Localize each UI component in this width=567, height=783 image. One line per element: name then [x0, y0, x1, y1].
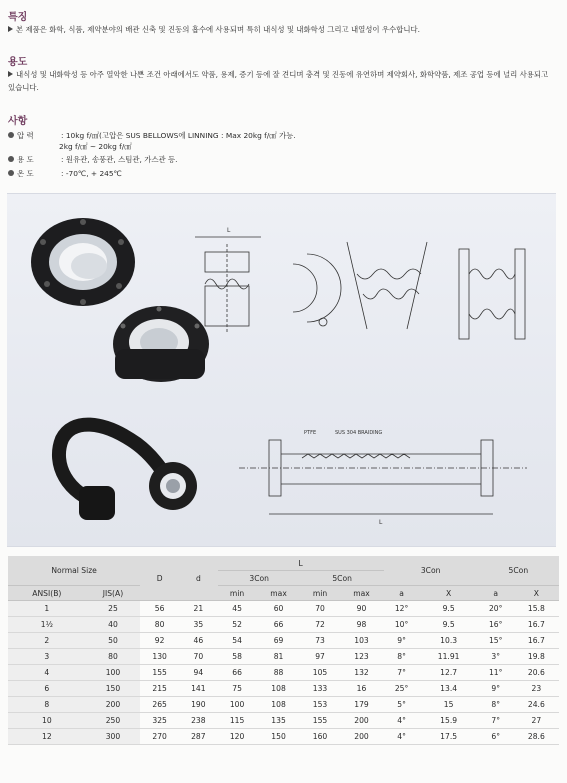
table-cell-x3: 15: [420, 697, 478, 713]
table-row: [8, 697, 559, 713]
table-cell-d: 141: [179, 681, 218, 697]
table-cell-max5: 179: [339, 697, 383, 713]
table-cell-d: 287: [179, 729, 218, 745]
table-cell-max3: 108: [256, 697, 300, 713]
table-cell-x5: 28.6: [514, 729, 559, 745]
table-cell-max3: 150: [256, 729, 300, 745]
table-cell-min5: 133: [301, 681, 340, 697]
header-max-3con: max: [256, 586, 300, 601]
table-cell-D: 92: [140, 633, 179, 649]
triangle-bullet-icon: [8, 71, 13, 77]
table-cell-d: 238: [179, 713, 218, 729]
table-cell-min3: 54: [218, 633, 257, 649]
table-cell-max3: 69: [256, 633, 300, 649]
table-cell-jis: 40: [86, 617, 141, 633]
header-D: D: [140, 556, 179, 601]
ptfe-bellows-large-image: [31, 218, 135, 306]
table-cell-max5: 16: [339, 681, 383, 697]
table-cell-d: 94: [179, 665, 218, 681]
table-cell-a5: 15°: [478, 633, 514, 649]
table-row: [8, 713, 559, 729]
table-cell-x5: 15.8: [514, 601, 559, 617]
table-cell-jis: 80: [86, 649, 141, 665]
normal-size-header: Normal Size: [8, 556, 140, 586]
product-photo-panel: [7, 193, 556, 547]
table-cell-x3: 13.4: [420, 681, 478, 697]
header-max-5con: max: [339, 586, 383, 601]
table-cell-d: 35: [179, 617, 218, 633]
table-cell-a3: 7°: [384, 665, 420, 681]
table-cell-D: 265: [140, 697, 179, 713]
header-L-3con: 3Con: [218, 571, 301, 586]
table-cell-ansi: 1: [8, 601, 86, 617]
table-cell-x3: 17.5: [420, 729, 478, 745]
table-cell-a3: 5°: [384, 697, 420, 713]
table-cell-x5: 23: [514, 681, 559, 697]
table-cell-min5: 72: [301, 617, 340, 633]
ptfe-label: PTFE: [304, 430, 317, 436]
table-cell-D: 155: [140, 665, 179, 681]
table-cell-max3: 135: [256, 713, 300, 729]
table-cell-ansi: 2: [8, 633, 86, 649]
table-cell-a3: 8°: [384, 649, 420, 665]
hose-length-label: L: [379, 519, 383, 526]
table-cell-max5: 90: [339, 601, 383, 617]
table-header-row: [8, 586, 559, 601]
table-cell-D: 325: [140, 713, 179, 729]
uses-text-block: [8, 68, 553, 94]
table-cell-max5: 98: [339, 617, 383, 633]
flange-half-drawing: [293, 254, 341, 326]
table-cell-jis: 150: [86, 681, 141, 697]
table-cell-min3: 75: [218, 681, 257, 697]
table-row: [8, 617, 559, 633]
table-cell-jis: 25: [86, 601, 141, 617]
table-cell-x3: 11.91: [420, 649, 478, 665]
table-cell-max5: 200: [339, 713, 383, 729]
table-cell-min3: 52: [218, 617, 257, 633]
table-cell-D: 215: [140, 681, 179, 697]
header-x-5con: X: [514, 586, 559, 601]
spec-pressure: 압 력 : 10kg f/㎠(고압은 SUS BELLOWS에 LINNING : Max 20kg f/㎠ 가능.: [8, 130, 296, 141]
table-cell-jis: 250: [86, 713, 141, 729]
table-cell-D: 56: [140, 601, 179, 617]
table-cell-a3: 10°: [384, 617, 420, 633]
table-cell-a3: 4°: [384, 713, 420, 729]
spec-pressure-range: 2kg f/㎠ ~ 20kg f/㎠: [59, 142, 132, 151]
uses-text: 내식성 및 내화학성 등 아주 열악한 나쁜 조건 아래에서도 약품, 용제, 증기 등에 잘 견디며 충격 및 진동에 유연하며 제약회사, 화학약품, 제조 공업 등에 널리 사용되고 있습니다.: [8, 70, 549, 92]
table-row: [8, 633, 559, 649]
table-cell-D: 80: [140, 617, 179, 633]
table-cell-min3: 115: [218, 713, 257, 729]
table-cell-x3: 10.3: [420, 633, 478, 649]
header-a-5con: a: [478, 586, 514, 601]
table-cell-d: 21: [179, 601, 218, 617]
table-cell-a5: 16°: [478, 617, 514, 633]
table-header-row: [8, 556, 559, 571]
bellows-angle-drawing: [347, 242, 427, 329]
table-cell-x5: 24.6: [514, 697, 559, 713]
table-cell-ansi: 3: [8, 649, 86, 665]
table-cell-ansi: 12: [8, 729, 86, 745]
bellows-side-drawing: [195, 237, 261, 334]
table-cell-ansi: 10: [8, 713, 86, 729]
table-cell-ansi: 6: [8, 681, 86, 697]
features-text-block: [8, 23, 553, 36]
header-min-5con: min: [301, 586, 340, 601]
table-row: [8, 681, 559, 697]
table-cell-min5: 105: [301, 665, 340, 681]
table-row: [8, 665, 559, 681]
header-ansi: ANSI(B): [8, 586, 86, 601]
table-cell-a3: 12°: [384, 601, 420, 617]
circle-bullet-icon: [8, 132, 14, 138]
table-cell-ansi: 4: [8, 665, 86, 681]
table-row: [8, 729, 559, 745]
table-cell-max3: 108: [256, 681, 300, 697]
table-cell-max3: 88: [256, 665, 300, 681]
spec-temperature: 온 도 : -70℃, + 245℃: [8, 168, 122, 179]
table-cell-x3: 15.9: [420, 713, 478, 729]
table-cell-x5: 16.7: [514, 633, 559, 649]
table-cell-a3: 9°: [384, 633, 420, 649]
table-cell-a5: 7°: [478, 713, 514, 729]
table-cell-max5: 123: [339, 649, 383, 665]
uses-title: 용도: [8, 57, 28, 68]
table-cell-d: 46: [179, 633, 218, 649]
header-min-3con: min: [218, 586, 257, 601]
table-cell-max5: 103: [339, 633, 383, 649]
table-row: [8, 649, 559, 665]
table-cell-min5: 73: [301, 633, 340, 649]
header-L: L: [218, 556, 384, 571]
table-cell-D: 130: [140, 649, 179, 665]
table-cell-D: 270: [140, 729, 179, 745]
table-cell-min5: 153: [301, 697, 340, 713]
table-cell-jis: 200: [86, 697, 141, 713]
circle-bullet-icon: [8, 156, 14, 162]
header-jis: JIS(A): [86, 586, 141, 601]
table-cell-max5: 132: [339, 665, 383, 681]
table-cell-max3: 60: [256, 601, 300, 617]
table-cell-x5: 16.7: [514, 617, 559, 633]
features-text: 본 제품은 화학, 식품, 제약분야의 배관 신축 및 진동의 흡수에 사용되며 특히 내식성 및 내화학성 그리고 내열성이 우수합니다.: [16, 25, 420, 34]
header-d: d: [179, 556, 218, 601]
table-cell-min3: 66: [218, 665, 257, 681]
table-cell-x5: 27: [514, 713, 559, 729]
table-cell-min5: 97: [301, 649, 340, 665]
table-cell-min5: 160: [301, 729, 340, 745]
table-cell-min5: 155: [301, 713, 340, 729]
table-cell-x5: 20.6: [514, 665, 559, 681]
bellows-section-drawing: [459, 249, 525, 339]
circle-bullet-icon: [8, 170, 14, 176]
table-cell-jis: 300: [86, 729, 141, 745]
specs-title: 사항: [8, 116, 28, 127]
table-cell-x5: 19.8: [514, 649, 559, 665]
table-cell-d: 190: [179, 697, 218, 713]
braided-hose-image: [59, 425, 197, 520]
table-cell-min5: 70: [301, 601, 340, 617]
table-cell-max3: 81: [256, 649, 300, 665]
features-title: 특징: [8, 12, 28, 23]
header-L-5con: 5Con: [301, 571, 384, 586]
table-cell-a5: 9°: [478, 681, 514, 697]
table-cell-max5: 200: [339, 729, 383, 745]
triangle-bullet-icon: [8, 26, 13, 32]
ptfe-bellows-small-image: [113, 306, 209, 382]
table-cell-ansi: 8: [8, 697, 86, 713]
table-cell-min3: 58: [218, 649, 257, 665]
table-cell-a3: 4°: [384, 729, 420, 745]
spec-application: 용 도 : 원유관, 송풍관, 스팀관, 가스관 등.: [8, 154, 177, 165]
table-cell-min3: 45: [218, 601, 257, 617]
table-cell-a3: 25°: [384, 681, 420, 697]
table-cell-a5: 11°: [478, 665, 514, 681]
table-cell-d: 70: [179, 649, 218, 665]
table-cell-x3: 12.7: [420, 665, 478, 681]
table-cell-a5: 8°: [478, 697, 514, 713]
table-cell-max3: 66: [256, 617, 300, 633]
dimension-l-label: L: [227, 227, 231, 234]
table-body: [8, 601, 559, 745]
header-x-3con: X: [420, 586, 478, 601]
table-cell-jis: 100: [86, 665, 141, 681]
braiding-label: SUS 304 BRAIDING: [335, 430, 383, 436]
table-cell-a5: 3°: [478, 649, 514, 665]
header-a-3con: a: [384, 586, 420, 601]
table-cell-a5: 6°: [478, 729, 514, 745]
header-5con-angle: 5Con: [478, 556, 559, 586]
braided-hose-section-drawing: [239, 440, 527, 514]
table-cell-min3: 100: [218, 697, 257, 713]
product-illustration: [7, 194, 556, 546]
dimensions-table: [8, 556, 559, 745]
header-3con-angle: 3Con: [384, 556, 478, 586]
table-cell-min3: 120: [218, 729, 257, 745]
table-cell-x3: 9.5: [420, 617, 478, 633]
table-row: [8, 601, 559, 617]
table-cell-jis: 50: [86, 633, 141, 649]
table-cell-a5: 20°: [478, 601, 514, 617]
table-cell-ansi: 1½: [8, 617, 86, 633]
table-cell-x3: 9.5: [420, 601, 478, 617]
